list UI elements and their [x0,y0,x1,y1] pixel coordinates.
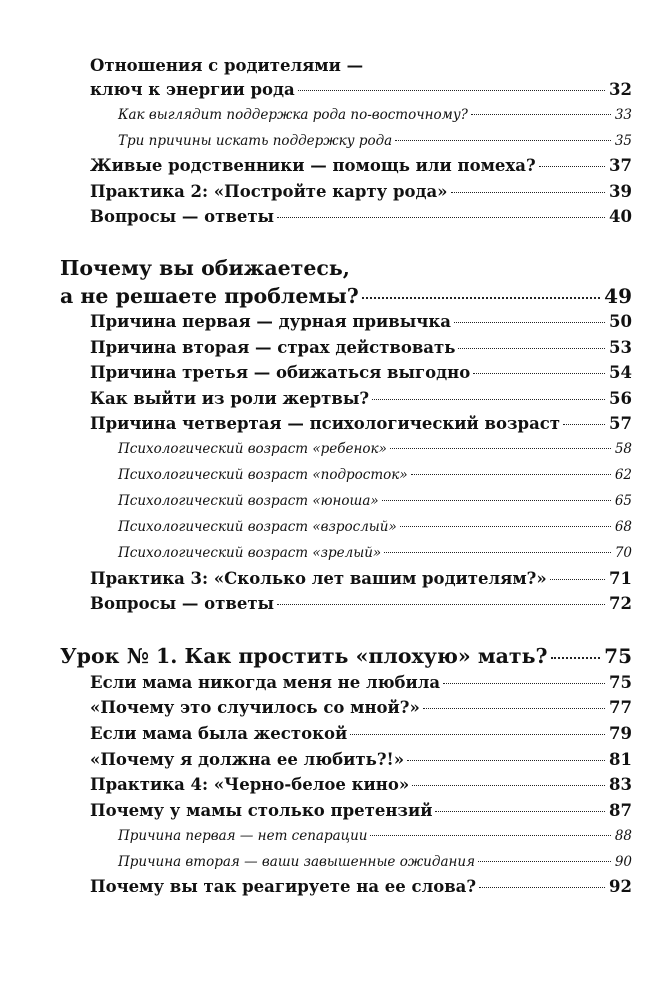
toc-entry-title: Три причины искать поддержку рода [118,133,393,149]
toc-entry-page: 83 [609,775,632,794]
toc-entry-title: Живые родственники — помощь или помеха? [90,156,536,175]
toc-entry-title: Если мама никогда меня не любила [90,673,441,692]
toc-entry-page: 77 [609,698,632,717]
toc-entry-page: 79 [609,724,632,743]
dot-leader [451,192,606,193]
toc-entry-page: 68 [614,519,632,535]
toc-entry-title: Если мама была жестокой [90,724,348,743]
toc-entry-title: Практика 2: «Постройте карту рода» [90,182,448,201]
toc-entry-page: 71 [609,569,632,588]
toc-entry-page: 35 [614,133,632,149]
toc-entry[interactable] [90,363,632,382]
toc-subentry[interactable] [118,133,632,149]
dot-leader [382,500,611,501]
dot-leader [551,657,601,659]
toc-entry-page: 87 [609,801,632,820]
dot-leader [479,887,605,888]
toc-entry-page: 37 [609,156,632,175]
toc-entry-title: Как выглядит поддержка рода по-восточному? [118,107,468,123]
toc-entry-page: 58 [614,441,632,457]
toc-entry-page: 88 [614,828,632,844]
chapter-heading-title: Урок № 1. Как простить «плохую» мать? [60,644,548,668]
toc-entry[interactable] [90,877,632,896]
toc-entry[interactable] [90,801,632,820]
toc-entry-page: 90 [614,854,632,870]
dot-leader [471,114,611,115]
toc-entry-page: 75 [609,673,632,692]
toc-entry[interactable] [90,156,632,175]
toc-subentry[interactable] [118,107,632,123]
toc-entry-page: 54 [609,363,632,382]
toc-subentry[interactable] [118,467,632,483]
toc-entry-page: 62 [614,467,632,483]
toc-entry-title: Вопросы — ответы [90,207,275,226]
dot-leader [458,348,605,349]
dot-leader [298,90,605,91]
toc-entry[interactable] [90,80,632,99]
toc-entry-line1: Отношения с родителями — [90,56,364,75]
toc-entry-page: 33 [614,107,632,123]
toc-entry-title: «Почему это случилось со мной?» [90,698,420,717]
toc-entry[interactable] [90,673,632,692]
dot-leader [384,552,611,553]
dot-leader [423,708,605,709]
toc-entry[interactable] [90,338,632,357]
dot-leader [372,399,605,400]
toc-entry-title: Психологический возраст «юноша» [118,493,379,509]
toc-subentry[interactable] [118,828,632,844]
dot-leader [563,424,605,425]
dot-leader [550,579,605,580]
dot-leader [454,322,605,323]
dot-leader [395,140,611,141]
dot-leader [412,785,605,786]
toc-entry-page: 32 [609,80,632,99]
toc-entry-title: Как выйти из роли жертвы? [90,389,370,408]
toc-entry-title: «Почему я должна ее любить?!» [90,750,405,769]
toc-subentry[interactable] [118,441,632,457]
chapter-heading-page: 75 [604,644,632,668]
toc-entry[interactable] [90,414,632,433]
toc-entry[interactable] [90,389,632,408]
toc-entry-page: 56 [609,389,632,408]
dot-leader [277,217,605,218]
dot-leader [390,448,611,449]
toc-subentry[interactable] [118,519,632,535]
toc-entry-title: Психологический возраст «подросток» [118,467,408,483]
toc-subentry[interactable] [118,854,632,870]
toc-entry-title: ключ к энергии рода [90,80,295,99]
toc-entry[interactable] [90,698,632,717]
toc-entry[interactable] [90,312,632,331]
toc-subentry[interactable] [118,545,632,561]
toc-entry[interactable] [90,182,632,201]
dot-leader [350,734,605,735]
dot-leader [539,166,605,167]
dot-leader [435,811,605,812]
toc-entry-title: Почему вы так реагируете на ее слова? [90,877,477,896]
toc-entry-title: Вопросы — ответы [90,594,275,613]
toc-entry-title: Практика 4: «Черно-белое кино» [90,775,410,794]
toc-entry-title: Почему у мамы столько претензий [90,801,433,820]
toc-entry-title: Причина первая — нет сепарации [118,828,368,844]
toc-entry-title: Психологический возраст «зрелый» [118,545,382,561]
dot-leader [362,297,600,299]
toc-entry-title: Причина первая — дурная привычка [90,312,451,331]
toc-entry-title: Причина третья — обижаться выгодно [90,363,471,382]
toc-entry-page: 92 [609,877,632,896]
toc-subentry[interactable] [118,493,632,509]
toc-entry[interactable] [90,750,632,769]
toc-entry-page: 81 [609,750,632,769]
toc-entry-page: 57 [609,414,632,433]
chapter-heading-page: 49 [604,284,632,308]
dot-leader [370,835,610,836]
toc-entry-title: Практика 3: «Сколько лет вашим родителям?» [90,569,547,588]
dot-leader [478,861,611,862]
toc-entry-title: Психологический возраст «взрослый» [118,519,397,535]
chapter-heading[interactable] [60,644,632,668]
toc-entry-page: 50 [609,312,632,331]
toc-entry[interactable] [90,775,632,794]
toc-entry-title: Психологический возраст «ребенок» [118,441,387,457]
dot-leader [473,373,605,374]
dot-leader [400,526,611,527]
toc-entry[interactable] [90,594,632,613]
chapter-heading-line1: Почему вы обижаетесь, [60,256,350,280]
toc-entry-page: 72 [609,594,632,613]
toc-entry-title: Причина вторая — ваши завышенные ожидания [118,854,476,870]
dot-leader [407,760,605,761]
toc-entry-page: 65 [614,493,632,509]
chapter-heading[interactable] [60,284,632,308]
toc-entry-page: 39 [609,182,632,201]
dot-leader [411,474,611,475]
toc-entry[interactable] [90,569,632,588]
toc-entry[interactable] [90,724,632,743]
toc-entry-page: 70 [614,545,632,561]
chapter-heading-title: а не решаете проблемы? [60,284,359,308]
toc-entry-title: Причина четвертая — психологический возраст [90,414,561,433]
dot-leader [277,604,605,605]
toc-entry-page: 40 [609,207,632,226]
dot-leader [443,683,605,684]
toc-entry-title: Причина вторая — страх действовать [90,338,456,357]
toc-entry[interactable] [90,207,632,226]
toc-entry-page: 53 [609,338,632,357]
